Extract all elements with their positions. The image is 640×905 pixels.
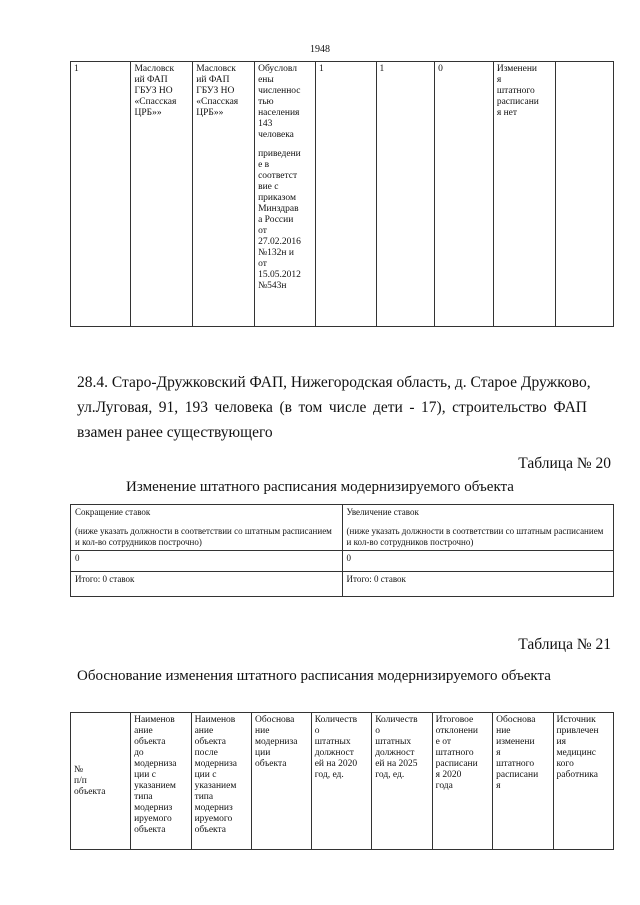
- header-cell: Обоснова ние модерниза ции объекта: [252, 713, 312, 850]
- staffing-change-table: [70, 504, 614, 597]
- table-row: [71, 62, 614, 327]
- staffing-justification-table: [70, 712, 614, 850]
- table-cell: Обусловл ены численнос тью населения 143 человека приведени е в соответст вие с приказом Минздрав а России от 27.02.2016 №132н и от 15.05.2012 №543н: [255, 62, 316, 327]
- table-cell: Масловск ий ФАП ГБУЗ НО «Спасская ЦРБ»»: [193, 62, 255, 327]
- table-21-label: Таблица № 21: [518, 636, 611, 653]
- table-cell: [342, 505, 614, 551]
- header-cell: Итоговое отклонени е от штатного расписани я 2020 года: [432, 713, 492, 850]
- table-20-title: Изменение штатного расписания модернизируемого объекта: [126, 479, 514, 495]
- header-cell: № п/п объекта: [71, 713, 131, 850]
- left-header: Сокращение ставок: [75, 507, 151, 517]
- table-cell: 0: [71, 551, 343, 572]
- paragraph-line: ул.Луговая, 91, 193 человека (в том числе дети - 17), строительство ФАП: [77, 399, 587, 416]
- table-cell: 0: [435, 62, 494, 327]
- table-cell: 1: [316, 62, 376, 327]
- header-cell: Наименов ание объекта после модерниза ции с указанием типа модерниз ируемого объекта: [191, 713, 251, 850]
- section-paragraph: [77, 370, 591, 445]
- table-row: [71, 505, 614, 551]
- table-row: [71, 551, 614, 572]
- header-cell: Источник привлечен ия медицинс кого работника: [553, 713, 613, 850]
- table-20-label: Таблица № 20: [518, 455, 611, 472]
- right-header: Увеличение ставок: [346, 507, 419, 517]
- header-cell: Количеств о штатных должност ей на 2020 год, ед.: [311, 713, 371, 850]
- table-cell: Масловск ий ФАП ГБУЗ НО «Спасская ЦРБ»»: [131, 62, 193, 327]
- table-cell: 1: [71, 62, 131, 327]
- header-cell: Количеств о штатных должност ей на 2025 год, ед.: [372, 713, 432, 850]
- paragraph-line: 28.4. Старо-Дружковский ФАП, Нижегородская область, д. Старое Дружково,: [77, 374, 591, 391]
- table-cell: 0: [342, 551, 614, 572]
- table-cell: 1: [376, 62, 435, 327]
- table-cell: [71, 505, 343, 551]
- header-cell: Обоснова ние изменени я штатного расписани я: [493, 713, 553, 850]
- staffing-table-continued: [70, 61, 614, 327]
- paragraph-line: взамен ранее существующего: [77, 424, 273, 441]
- header-cell: Наименов ание объекта до модерниза ции с указанием типа модерниз ируемого объекта: [131, 713, 191, 850]
- table-cell: Изменени я штатного расписани я нет: [493, 62, 555, 327]
- table-cell: [555, 62, 613, 327]
- right-note: (ниже указать должности в соответствии со штатным расписанием и кол-во сотрудников построчно): [346, 526, 604, 547]
- table-header-row: [71, 713, 614, 850]
- table-cell: Итого: 0 ставок: [71, 572, 343, 597]
- table-21-title: Обоснование изменения штатного расписания модернизируемого объекта: [77, 668, 551, 684]
- left-note: (ниже указать должности в соответствии со штатным расписанием и кол-во сотрудников построчно): [75, 526, 332, 547]
- table-cell: Итого: 0 ставок: [342, 572, 614, 597]
- table-row: [71, 572, 614, 597]
- page-number: 1948: [310, 44, 330, 55]
